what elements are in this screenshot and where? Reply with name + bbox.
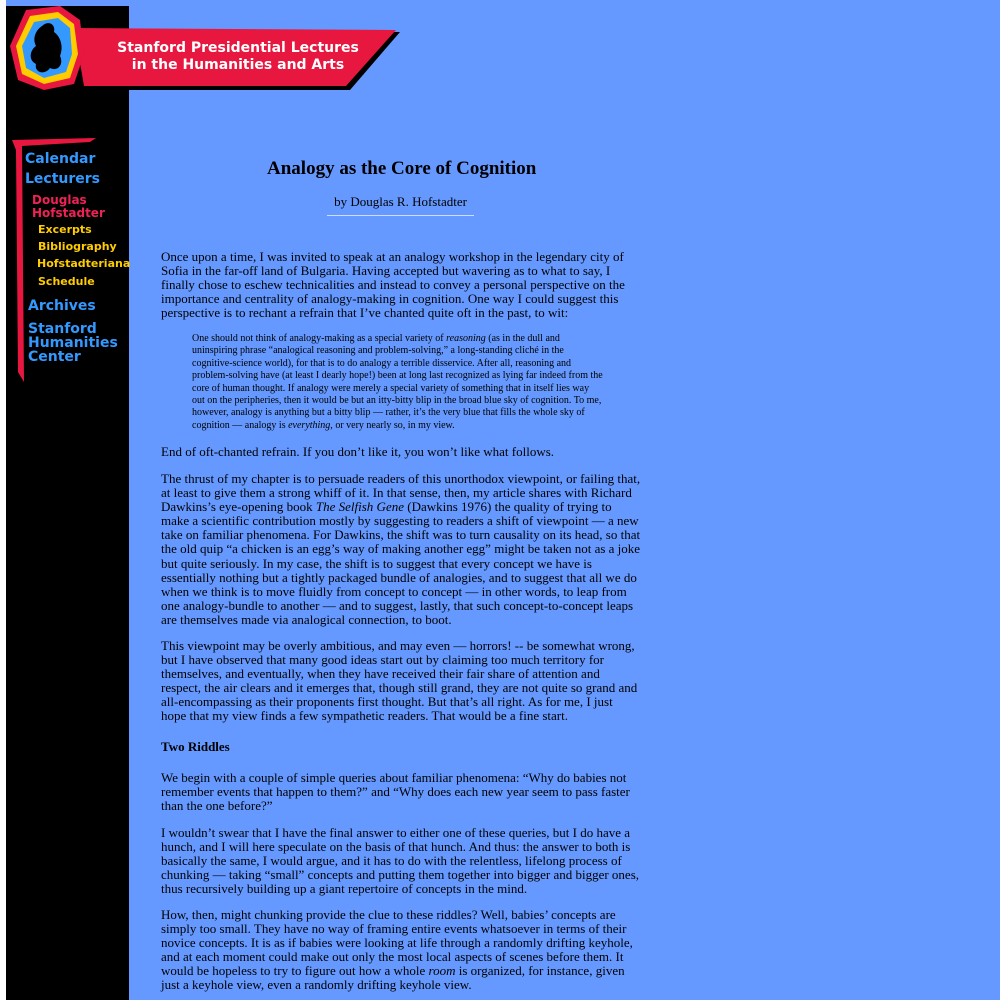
banner-title-line2: in the Humanities and Arts: [131, 57, 345, 73]
quote-text: or very nearly so, in my view.: [332, 419, 455, 431]
paragraph-2: End of oft-chanted refrain. If you don’t like it, you won’t like what follows.: [161, 444, 555, 459]
page-title: Analogy as the Core of Cognition: [267, 158, 537, 179]
paragraph-text: is organized, for instance, given just a keyhole view, even a randomly drifting keyhole view.: [161, 963, 625, 993]
book-title: The Selfish Gene: [315, 499, 404, 515]
quote-text: One should not think of analogy-making as a special variety of: [192, 333, 447, 344]
paragraph-7: [161, 908, 641, 993]
nav-bibliography[interactable]: Bibliography: [38, 240, 117, 253]
nav-excerpts[interactable]: Excerpts: [38, 223, 92, 236]
paragraph-text: (Dawkins 1976) the quality of trying to make a scientific contribution mostly by suggesting to readers a shift of viewpoint — a new take on familiar phenomena. For Dawkins, the shift was to turn causality on its head, so that the old quip “a chicken is an egg’s way of making another egg” might be taken not as a joke but quite seriously. In my case, the shift is to suggest that every concept we have is essentially nothing but a tightly packaged bundle of analogies, and to suggest that all we do when we think is to move fluidly from concept to concept — in other words, to leap from one analogy-bundle to another — and to suggest, lastly, that such concept-to-concept leaps are themselves made via analogical connection, to boot.: [161, 499, 641, 627]
paragraph-5: We begin with a couple of simple queries about familiar phenomena: “Why do babies not remember events that happen to them?” and “Why does each new year seem to pass faster than the one before?”: [161, 770, 630, 814]
banner-title: [108, 40, 368, 74]
nav-hofstadteriana[interactable]: Hofstadteriana: [37, 257, 131, 270]
nav-archives[interactable]: Archives: [28, 298, 96, 314]
nav-lecturers[interactable]: Lecturers: [25, 171, 101, 187]
byline: by Douglas R. Hofstadter: [327, 194, 474, 216]
paragraph-emphasis: room: [428, 963, 456, 979]
banner[interactable]: [8, 6, 403, 98]
paragraph-4: This viewpoint may be overly ambitious, and may even — horrors! -- be somewhat wrong, but I have observed that many good ideas start out by claiming too much territory for themselves, and eventually, when they have received their fair share of attention and respect, the air clears and it emerges that, though still grand, they are not quite so grand and all-encompassing as their proponents first thought. But that’s all right. As for me, I just hope that my view finds a few sympathetic readers. That would be a fine start.: [161, 638, 638, 724]
paragraph-6: I wouldn’t swear that I have the final answer to either one of these queries, but I do have a hunch, and I will here speculate on the basis of that hunch. And thus: the answer to both is basically the same, I would argue, and it has to do with the relentless, lifelong process of chunking — taking “small” concepts and putting them together into bigger and bigger ones, thus recursively building up a giant repertoire of concepts in the mind.: [161, 825, 639, 897]
paragraph-1: Once upon a time, I was invited to speak at an analogy workshop in the legendary city of Sofia in the far-off land of Bulgaria. Having accepted but wavering as to what to say, I finally chose to eschew technicalities and instead to convey a personal perspective on the importance and centrality of analogy-making in cognition. One way I could suggest this perspective is to rechant a refrain that I’ve chanted quite oft in the past, to wit:: [161, 249, 625, 321]
quote-text: (as in the dull and uninspiring phrase “analogical reasoning and problem-solving,” a long-standing cliché in the cognitive-science world), for that is to do analogy a terrible disservice. After all, reasoning and problem-solving have (at least I dearly hope!) been at long last recognized as lying far indeed from the core of human thought. If analogy were merely a special variety of something that in itself lies way out on the peripheries, then it would be but an itty-bitty blip in the broad blue sky of cognition. To me, however, analogy is anything but a bitty blip — rather, it’s the very blue that fills the whole sky of cognition — analogy is: [192, 333, 603, 431]
banner-title-line1: Stanford Presidential Lectures: [117, 40, 359, 56]
nav-center-line2[interactable]: Humanities: [28, 335, 118, 351]
nav-center-line3[interactable]: Center: [28, 349, 81, 365]
nav-calendar[interactable]: Calendar: [25, 151, 96, 167]
paragraph-text: The thrust of my chapter is to persuade readers of this unorthodox viewpoint, or failing that, at least to give them a strong whiff of it. In that sense, then, my article shares with Richard Dawkins’s eye-opening book: [161, 471, 641, 515]
nav-lecturer-last[interactable]: Hofstadter: [32, 206, 105, 220]
blockquote: [192, 333, 604, 432]
quote-emphasis: reasoning: [446, 333, 486, 344]
nav-center-line1[interactable]: Stanford: [28, 321, 97, 337]
paragraph-text: How, then, might chunking provide the clue to these riddles? Well, babies’ concepts are simply too small. They have no way of framing entire events whatsoever in terms of their novice concepts. It is as if babies were looking at life through a randomly drifting keyhole, and at each moment could make out only the most local aspects of scenes before them. It would be hopeless to try to figure out how a whole: [161, 907, 633, 979]
paragraph-3: [161, 472, 641, 627]
quote-emphasis: everything,: [288, 419, 333, 431]
section-heading: Two Riddles: [161, 739, 230, 754]
nav-lecturer-first[interactable]: Douglas: [32, 193, 87, 207]
nav-schedule[interactable]: Schedule: [38, 275, 95, 288]
